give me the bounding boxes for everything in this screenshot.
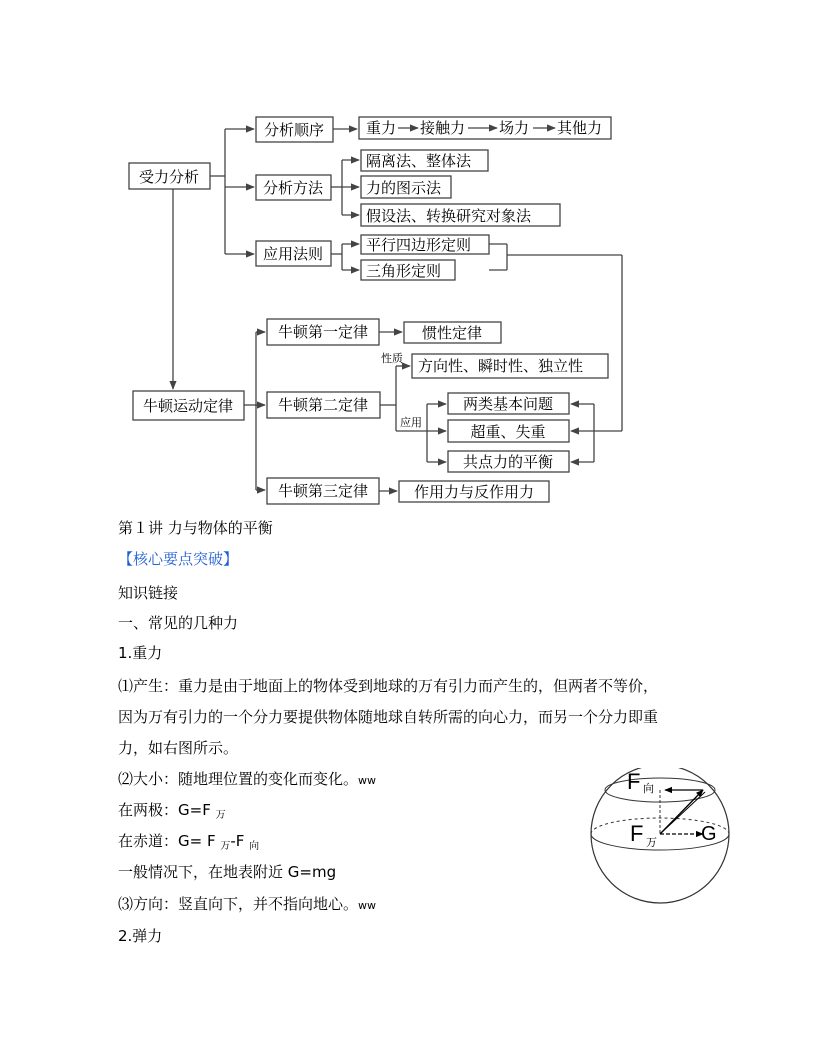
- node-second-law-properties: [412, 354, 608, 378]
- paragraph-direction: ⑶方向：竖直向下，并不指向地心。ww: [118, 895, 377, 913]
- label-f-top-sub: 向: [643, 783, 654, 795]
- formula-equator: 在赤道：G= F $_万$-F $_向$: [118, 832, 260, 852]
- node-parallelogram-rule: [361, 235, 489, 254]
- node-newton-second: [267, 392, 380, 418]
- node-method-hypothesis: [361, 204, 560, 226]
- node-triangle-rule: [361, 260, 455, 280]
- tag-application: 应用: [400, 416, 422, 429]
- node-two-basic-problems: [448, 393, 569, 414]
- svg-text:隔离法、整体法: 隔离法、整体法: [366, 152, 472, 170]
- item-elastic-force: 2.弹力: [118, 927, 163, 945]
- sub-heading: 知识链接: [118, 584, 179, 602]
- svg-text:应用法则: 应用法则: [262, 245, 324, 263]
- root-newton-laws: [133, 391, 244, 420]
- svg-text:方向性、瞬时性、独立性: 方向性、瞬时性、独立性: [418, 357, 584, 375]
- part-heading: 一、常见的几种力: [118, 614, 239, 632]
- svg-text:共点力的平衡: 共点力的平衡: [462, 453, 554, 471]
- node-analysis-order: [256, 117, 333, 142]
- svg-text:惯性定律: 惯性定律: [421, 324, 483, 342]
- svg-text:两类基本问题: 两类基本问题: [462, 395, 554, 413]
- formula-general: 一般情况下，在地表附近 G=mg: [118, 863, 337, 881]
- svg-text:作用力与反作用力: 作用力与反作用力: [413, 483, 535, 501]
- svg-text:平行四边形定则: 平行四边形定则: [366, 236, 472, 254]
- node-analysis-method: [256, 175, 331, 200]
- paragraph-origin-line3: 力，如右图所示。: [118, 739, 239, 757]
- tag-nature: 性质: [381, 352, 403, 365]
- node-method-isolation: [361, 150, 488, 171]
- node-inertia-law: [404, 322, 501, 343]
- node-overweight-weightless: [448, 420, 569, 442]
- svg-text:牛顿第二定律: 牛顿第二定律: [277, 396, 369, 414]
- node-application-rules: [256, 241, 331, 266]
- node-method-force-diagram: [361, 176, 451, 198]
- section-heading: 【核心要点突破】: [118, 550, 239, 568]
- paragraph-magnitude: ⑵大小：随地理位置的变化而变化。ww: [118, 770, 377, 788]
- earth-force-diagram: [585, 768, 735, 904]
- svg-text:重力: 重力: [366, 119, 397, 137]
- root-force-analysis-label: 受力分析: [138, 168, 200, 186]
- svg-text:其他力: 其他力: [557, 119, 603, 137]
- lesson-title: 第１讲 力与物体的平衡: [118, 519, 273, 537]
- label-f-bottom: F: [630, 821, 644, 846]
- svg-text:三角形定则: 三角形定则: [366, 262, 442, 280]
- svg-text:场力: 场力: [499, 119, 530, 137]
- paragraph-origin-line2: 因为万有引力的一个分力要提供物体随地球自转所需的向心力，而另一个分力即重: [118, 708, 659, 726]
- paragraph-origin-line1: ⑴产生：重力是由于地面上的物体受到地球的万有引力而产生的，但两者不等价，: [118, 677, 659, 695]
- node-newton-third: [267, 478, 379, 504]
- svg-text:牛顿第一定律: 牛顿第一定律: [277, 323, 369, 341]
- node-concurrent-equilibrium: [448, 451, 569, 472]
- label-g: G: [701, 823, 717, 845]
- label-f-bottom-sub: 万: [646, 837, 657, 849]
- formula-poles: 在两极：G=F $_万$: [118, 801, 226, 821]
- node-action-reaction: [399, 481, 549, 502]
- svg-text:分析顺序: 分析顺序: [263, 121, 325, 139]
- svg-text:接触力: 接触力: [420, 119, 466, 137]
- node-force-order-chain: [359, 117, 611, 139]
- node-newton-first: [267, 319, 379, 345]
- root-newton-laws-label: 牛顿运动定律: [142, 397, 234, 415]
- root-force-analysis: [129, 163, 210, 189]
- svg-text:牛顿第三定律: 牛顿第三定律: [277, 482, 369, 500]
- svg-text:分析方法: 分析方法: [262, 179, 324, 197]
- item-gravity: 1.重力: [118, 644, 163, 662]
- svg-text:假设法、转换研究对象法: 假设法、转换研究对象法: [366, 207, 532, 225]
- svg-text:超重、失重: 超重、失重: [470, 423, 546, 441]
- svg-text:力的图示法: 力的图示法: [366, 179, 442, 197]
- knowledge-mindmap: [0, 0, 816, 520]
- label-f-top: F: [627, 769, 641, 794]
